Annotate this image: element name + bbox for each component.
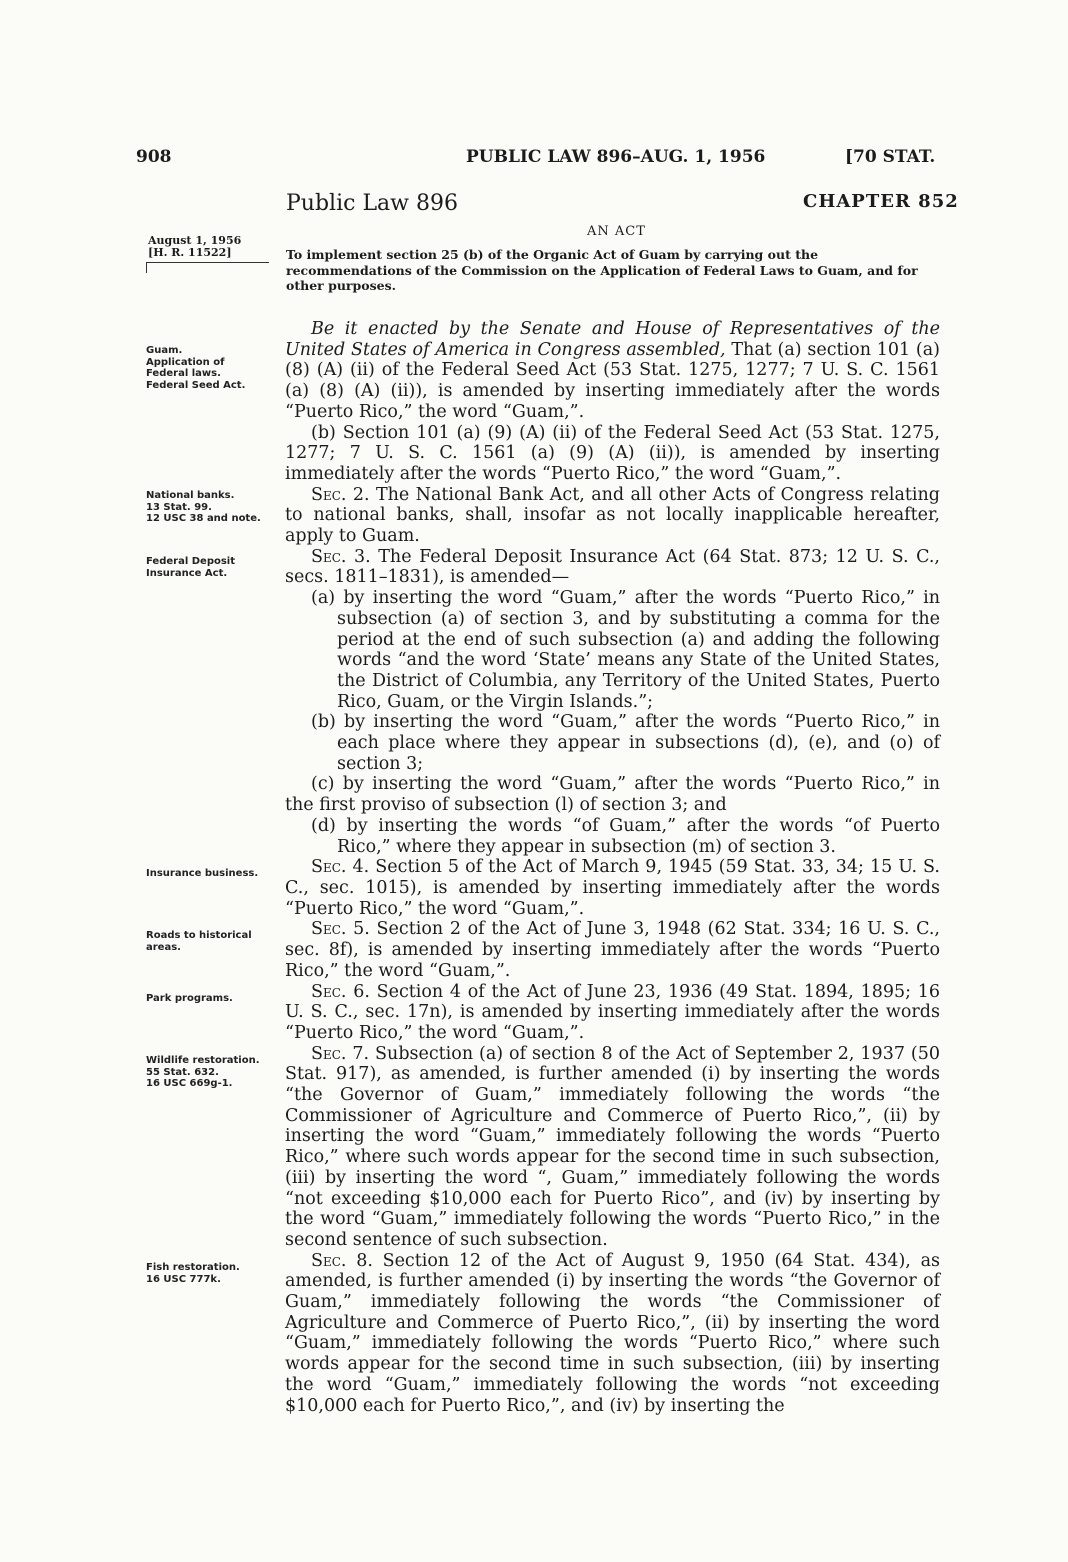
margin-note-line: Wildlife restoration. <box>146 1055 260 1066</box>
section-label: Sec. 3. <box>311 546 371 567</box>
section-4 <box>285 857 940 919</box>
section-text: Section 2 of the Act of June 3, 1948 (62 Stat. 334; 16 U. S. C., sec. 8f), is amended by inserting immediately after the words “Puerto Rico,” the word “Guam,”. <box>285 919 940 981</box>
margin-note-line: Park programs. <box>146 993 233 1004</box>
section-text: Section 4 of the Act of June 23, 1936 (49 Stat. 1894, 1895; 16 U. S. C., sec. 17n), is amended by inserting immediately after the words “Puerto Rico,” the word “Guam,”. <box>285 981 940 1043</box>
page-number: 908 <box>136 147 172 167</box>
section-text: Subsection (a) of section 8 of the Act of September 2, 1937 (50 Stat. 917), as amended, is further amended (i) by inserting the words “the Governor of Guam,” immediately following the words “the Commissioner of Agriculture and Commerce of Puerto Rico,”, (ii) by inserting the word “Guam,” immediately following the words “Puerto Rico,” where such words appear for the second time in such subsection, (iii) by inserting the word “, Guam,” immediately following the words “not exceeding $10,000 each for Puerto Rico”, and (iv) by inserting by the word “Guam,” immediately following the words “Puerto Rico,” in the second sentence of such subsection. <box>285 1043 940 1250</box>
section-8 <box>285 1251 940 1417</box>
margin-note-park <box>146 993 270 1005</box>
margin-note-line: Fish restoration. <box>146 1262 240 1273</box>
act-purpose: To implement section 25 (b) of the Organic Act of Guam by carrying out the recommendations of the Commission on the Application of Federal Laws to Guam, and for other purposes. <box>286 247 918 293</box>
statute-reference: [70 STAT. <box>845 147 936 167</box>
section-label: Sec. 5. <box>311 919 370 940</box>
margin-note-roads <box>146 930 270 953</box>
section-1b: (b) Section 101 (a) (9) (A) (ii) of the Federal Seed Act (53 Stat. 1275, 1277; 7 U. S. C. 1561 (a) (9) (A) (ii)), is amended by inserting immediately after the words “Puerto Rico,” the word “Guam,”. <box>285 422 940 484</box>
section-text: Section 5 of the Act of March 9, 1945 (59 Stat. 33, 34; 15 U. S. C., sec. 1015), is amended by inserting immediately after the words “Puerto Rico,” the word “Guam,”. <box>285 857 940 919</box>
section-text: The National Bank Act, and all other Acts of Congress relating to national banks, shall, insofar as not locally inapplicable hereafter, apply to Guam. <box>285 484 940 547</box>
section-label: Sec. 7. <box>311 1043 370 1064</box>
act-body <box>285 319 940 1416</box>
section-7 <box>285 1044 940 1251</box>
bracket-rule <box>146 262 269 273</box>
section-1a-text: That (a) section 101 (a) (8) (A) (ii) of the Federal Seed Act (53 Stat. 1275, 1277; 7 U. S. C. 1561 (a) (8) (A) (ii)), is amended by inserting immediately after the words “Puerto Rico,” the word “Guam,”. <box>285 339 940 422</box>
section-5 <box>285 919 940 981</box>
chapter-label: CHAPTER 852 <box>803 191 959 212</box>
margin-note-line: 16 USC 777k. <box>146 1273 221 1285</box>
margin-note-banks <box>146 490 270 525</box>
margin-note-line: 12 USC 38 and note. <box>146 513 261 524</box>
margin-note-line: Federal Deposit Insurance Act. <box>146 556 236 579</box>
enacting-formula: Be it enacted by the Senate and House of Representatives of the United States of America in Congress assembled, <box>285 319 940 360</box>
section-3a: (a) by inserting the word “Guam,” after the words “Puerto Rico,” in subsection (a) of section 3, and by substituting a comma for the period at the end of such subsection (a) and adding the following words “and the word ‘State’ means any State of the United States, the District of Columbia, any Territory of the United States, Puerto Rico, Guam, or the Virgin Islands.”; <box>311 588 940 712</box>
margin-note-line: 13 Stat. 99. <box>146 501 212 513</box>
running-title: PUBLIC LAW 896–AUG. 1, 1956 <box>466 147 766 167</box>
section-2 <box>285 485 940 547</box>
section-label: Sec. 4. <box>311 857 370 878</box>
section-3b: (b) by inserting the word “Guam,” after the words “Puerto Rico,” in each place where they appear in subsections (d), (e), and (o) of section 3; <box>311 712 940 774</box>
margin-note-line: National banks. <box>146 490 235 501</box>
act-label: AN ACT <box>587 224 646 239</box>
margin-note-fish <box>146 1262 270 1285</box>
bill-number: [H. R. 11522] <box>148 246 232 259</box>
margin-note-insurance <box>146 868 270 880</box>
section-label: Sec. 8. <box>311 1250 373 1271</box>
date-note <box>148 235 263 259</box>
margin-note-fdic <box>146 556 270 579</box>
enacting-clause <box>285 319 940 423</box>
public-law-title: Public Law 896 <box>286 191 458 216</box>
margin-note-line: Roads to historical areas. <box>146 930 252 953</box>
section-text: Section 12 of the Act of August 9, 1950 (64 Stat. 434), as amended, is further amended (i) by inserting the words “the Governor of Guam,” immediately following the words “the Commissioner of Agriculture and Commerce of Puerto Rico,”, (ii) by inserting the word “Guam,” immediately following the words “Puerto Rico,” where such words appear for the second time in such subsection, (iii) by inserting the word “Guam,” immediately following the words “not exceeding $10,000 each for Puerto Rico,”, and (iv) by inserting the <box>285 1250 940 1416</box>
section-3 <box>285 547 940 588</box>
margin-note-line: 55 Stat. 632. <box>146 1066 219 1078</box>
date: August 1, 1956 <box>148 234 242 247</box>
section-3c: (c) by inserting the word “Guam,” after the words “Puerto Rico,” in the first proviso of subsection (l) of section 3; and <box>285 774 940 816</box>
page-header <box>0 147 1068 171</box>
margin-note-guam <box>146 345 270 391</box>
margin-note-line: Federal Seed Act. <box>146 379 246 391</box>
section-6 <box>285 982 940 1044</box>
section-label: Sec. 6. <box>311 981 370 1002</box>
margin-note-line: Application of Federal laws. <box>146 356 225 379</box>
section-label: Sec. 2. <box>311 484 370 505</box>
margin-note-line: Guam. <box>146 345 183 356</box>
margin-note-wildlife <box>146 1055 270 1090</box>
margin-note-line: 16 USC 669g-1. <box>146 1078 233 1089</box>
margin-note-line: Insurance business. <box>146 868 259 879</box>
section-text: The Federal Deposit Insurance Act (64 Stat. 873; 12 U. S. C., secs. 1811–1831), is amended— <box>285 546 940 588</box>
section-3d: (d) by inserting the words “of Guam,” after the words “of Puerto Rico,” where they appear in subsection (m) of section 3. <box>311 815 940 857</box>
